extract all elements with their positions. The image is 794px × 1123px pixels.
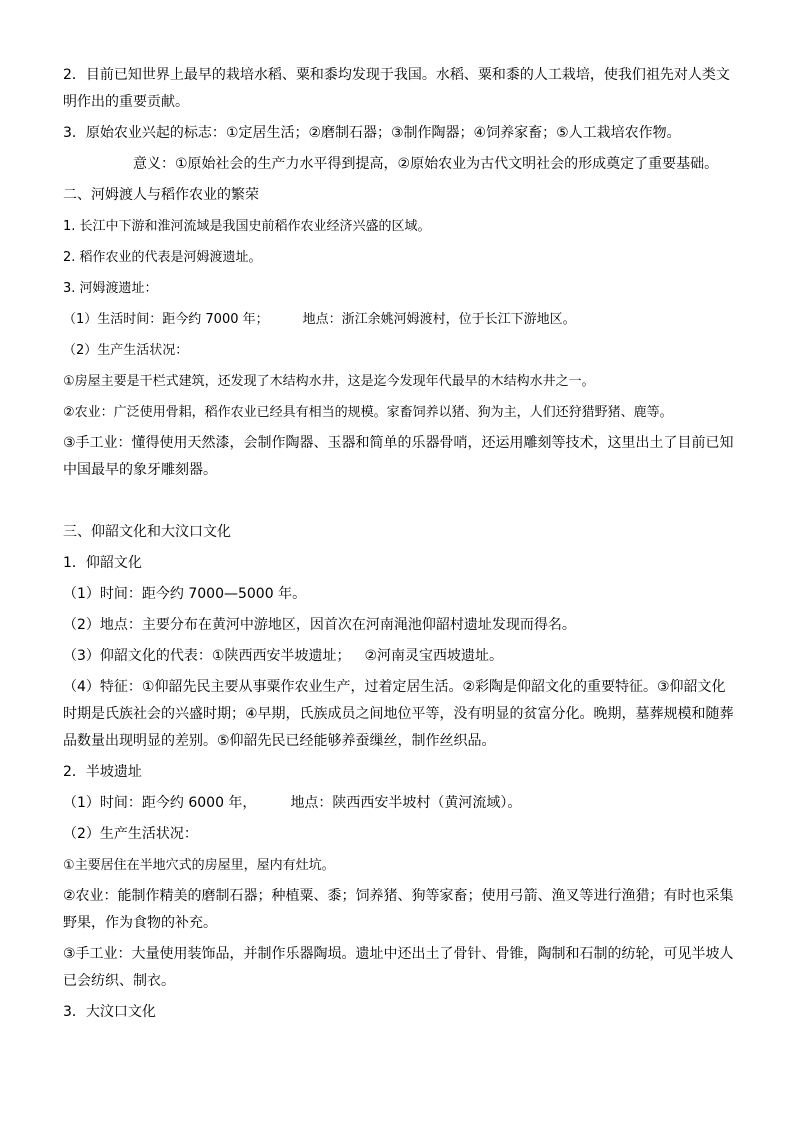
paragraph-yangshao-place: （2）地点：主要分布在黄河中游地区，因首次在河南渑池仰韶村遗址发现而得名。	[63, 617, 576, 633]
paragraph-hemudu-handicraft: ③手工业：懂得使用天然漆，会制作陶器、玉器和简单的乐器骨哨，还运用雕刻等技术，这里出土了目前已知中国最早的象牙雕刻器。	[63, 435, 734, 478]
paragraph-yangtze-region: 1. 长江中下游和淮河流域是我国史前稻作农业经济兴盛的区域。	[63, 219, 431, 234]
blank-line	[63, 486, 735, 517]
paragraph-rice-cultivation: 2．目前已知世界上最早的栽培水稻、粟和黍均发现于我国。水稻、粟和黍的人工栽培，使我们祖先对人类文明作出的重要贡献。	[63, 67, 730, 110]
paragraph-hemudu-agriculture: ②农业：广泛使用骨耜，稻作农业已经具有相当的规模。家畜饲养以猪、狗为主，人们还狩猎野猪、鹿等。	[63, 405, 673, 420]
yangshao-rep-xipo: ②河南灵宝西坡遗址。	[364, 648, 504, 664]
banpo-place: 地点：陕西西安半坡村（黄河流域）。	[290, 795, 522, 811]
paragraph-banpo-life-heading: （2）生产生活状况：	[63, 826, 198, 842]
paragraph-hemudu-time-place	[63, 304, 735, 335]
paragraph-yangshao-features: （4）特征：①仰韶先民主要从事粟作农业生产，过着定居生活。②彩陶是仰韶文化的重要特征。③仰韶文化时期是氏族社会的兴盛时期；④早期，氏族成员之间地位平等，没有明显的贫富分化。晚期，墓葬规模和随葬品数量出现明显的差别。⑤仰韶先民已经能够养蚕缫丝，制作丝织品。	[63, 679, 734, 749]
paragraph-banpo-handicraft: ③手工业：大量使用装饰品，并制作乐器陶埙。遗址中还出土了骨针、骨锥，陶制和石制的纺轮，可见半坡人已会纺织、制衣。	[63, 946, 734, 989]
paragraph-banpo-agriculture: ②农业：能制作精美的磨制石器；种植粟、黍；饲养猪、狗等家畜；使用弓箭、渔叉等进行渔猎；有时也采集野果，作为食物的补充。	[63, 888, 734, 931]
document-page	[63, 60, 735, 1028]
banpo-time: （1）时间：距今约 6000 年，	[63, 795, 257, 811]
paragraph-banpo-time-place	[63, 788, 735, 819]
yangshao-rep-banpo: （3）仰韶文化的代表：①陕西西安半坡遗址；	[63, 648, 351, 664]
paragraph-hemudu-site: 3. 河姆渡遗址：	[63, 281, 158, 296]
paragraph-hemudu-life-heading: （2）生产生活状况：	[63, 343, 189, 358]
hemudu-place: 地点：浙江余姚河姆渡村，位于长江下游地区。	[302, 312, 576, 327]
hemudu-time: （1）生活时间：距今约 7000 年；	[63, 312, 269, 327]
subheading-yangshao: 1．仰韶文化	[63, 555, 142, 571]
subheading-banpo: 2．半坡遗址	[63, 764, 142, 780]
subheading-dawenkou: 3．大汶口文化	[63, 1004, 156, 1020]
paragraph-hemudu-representative: 2. 稻作农业的代表是河姆渡遗址。	[63, 250, 262, 265]
paragraph-hemudu-housing: ①房屋主要是干栏式建筑，还发现了木结构水井，这是迄今发现年代最早的木结构水井之一。	[63, 374, 595, 389]
section-heading-hemudu: 二、河姆渡人与稻作农业的繁荣	[63, 187, 259, 203]
paragraph-yangshao-representatives	[63, 641, 735, 672]
paragraph-banpo-housing: ①主要居住在半地穴式的房屋里，屋内有灶坑。	[63, 858, 335, 873]
paragraph-yangshao-time: （1）时间：距今约 7000—5000 年。	[63, 586, 307, 602]
paragraph-agriculture-meaning: 意义：①原始社会的生产力水平得到提高，②原始农业为古代文明社会的形成奠定了重要基础。	[133, 156, 719, 172]
paragraph-agriculture-signs: 3．原始农业兴起的标志：①定居生活；②磨制石器；③制作陶器；④饲养家畜；⑤人工栽培农作物。	[63, 125, 681, 141]
section-heading-yangshao-dawenkou: 三、仰韶文化和大汶口文化	[63, 524, 231, 540]
